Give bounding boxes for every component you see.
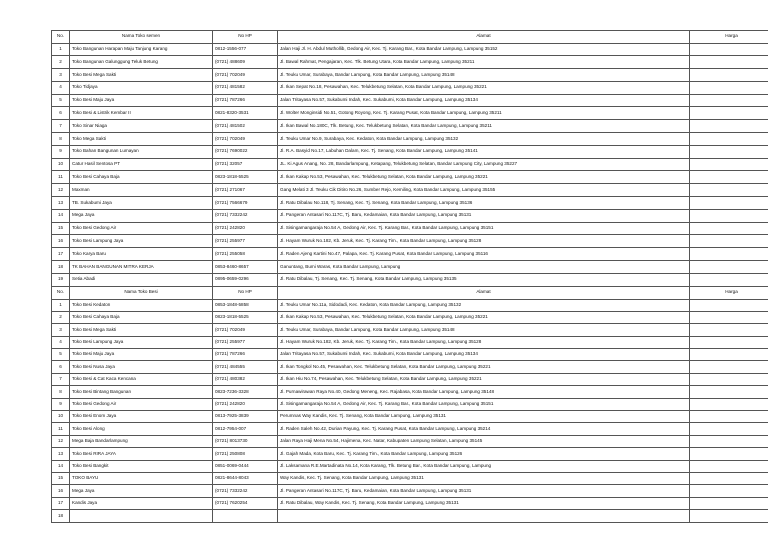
cell-price [690, 472, 768, 484]
cell-store-name: Toko Karya Baru [70, 248, 213, 261]
cell-address: Jl. Raden Ajeng Kartini No.47, Palapa, Kec. Tj. Karang Pusat, Kota Bandar Lampung, Lampung 35116 [278, 248, 690, 261]
cell-price [690, 184, 768, 197]
cell-price [690, 311, 768, 323]
cell-address: Jl. Bawal Rahmat, Pengajaran, Kec. Tlk. Betung Utara, Kota Bandar Lampung, Lampung 35211 [278, 56, 690, 69]
header-name: Nama Toko semen [70, 31, 213, 44]
cell-address: Jl. Laksamana R.E.Martadinata No.14, Kota Karang, Tlk. Betung Bar., Kota Bandar Lampung, Lampung [278, 460, 690, 472]
cell-price [690, 107, 768, 120]
table-row [52, 94, 768, 107]
table-row [52, 324, 768, 336]
cell-no: 4 [52, 81, 70, 94]
cell-store-name: Toko Bangunan Harapan Maju Tanjung Karang [70, 43, 213, 56]
table-row [52, 435, 768, 447]
cell-phone: (0721) 7690022 [213, 145, 278, 158]
iron-store-table-body [52, 287, 768, 523]
cell-store-name: Toko Besi Mega Sakti [70, 324, 213, 336]
table-row [52, 171, 768, 184]
iron-store-table [51, 286, 768, 523]
cell-address: Jl. Ratu Dibalau No.118, Tj. Senang, Kec. Tj. Senang, Kota Bandar Lampung, Lampung 35136 [278, 197, 690, 210]
cell-price [690, 120, 768, 133]
table-row [52, 235, 768, 248]
cell-price [690, 43, 768, 56]
cell-address: Jl. Ikan Bawal No.180C, Tlk. Betung, Kec. Telukbetung Selatan, Kota Bandar Lampung, Lampung 35211 [278, 120, 690, 133]
cell-phone: 0853-1848-5858 [213, 299, 278, 311]
cell-price [690, 373, 768, 385]
cell-store-name: Toko Besi Lampung Jaya [70, 336, 213, 348]
cell-no: 10 [52, 158, 70, 171]
cell-address: Jl. Ikan Sepat No.18, Pesawahan, Kec. Telukbetung Selatan, Kota Bandar Lampung, Lampung 35221 [278, 81, 690, 94]
cell-store-name: Toko Besi Enom Jaya [70, 411, 213, 423]
cell-price [690, 398, 768, 410]
cell-phone: (0721) 8013730 [213, 435, 278, 447]
cell-no: 11 [52, 171, 70, 184]
table-row [52, 158, 768, 171]
cell-no: 18 [52, 510, 70, 522]
table-row [52, 81, 768, 94]
cell-store-name: Toko Sinar Niaga [70, 120, 213, 133]
cell-no: 15 [52, 472, 70, 484]
cell-price [690, 145, 768, 158]
cell-address: Jl. Ikan Kakap No.53, Pesawahan, Kec. Telukbetung Selatan, Kota Bandar Lampung, Lampung 35221 [278, 311, 690, 323]
header-no: No. [52, 31, 70, 44]
cell-address: Jl. Sisingamangaraja No.54 A, Gedong Air, Kec. Tj. Karang Bar., Kota Bandar Lampung, Lampung 35151 [278, 222, 690, 235]
table-header-row [52, 287, 768, 300]
cell-store-name: TOKO BAYU [70, 472, 213, 484]
cell-address: Jalan Tritayasa No.57, Sukabumi Indah, Kec. Sukabumi, Kota Bandar Lampung, Lampung 35134 [278, 94, 690, 107]
header-hp: No HP [213, 31, 278, 44]
cell-no: 17 [52, 248, 70, 261]
cell-phone: 0851-0069-0444 [213, 460, 278, 472]
cell-price [690, 423, 768, 435]
table-row [52, 209, 768, 222]
header-no: No. [52, 287, 70, 300]
table-row [52, 311, 768, 323]
table-row [52, 197, 768, 210]
cell-no: 3 [52, 324, 70, 336]
cell-store-name: Toko Besi Along [70, 423, 213, 435]
cell-no: 8 [52, 133, 70, 146]
cell-phone: (0721) 787266 [213, 94, 278, 107]
cell-no: 5 [52, 94, 70, 107]
cell-price [690, 299, 768, 311]
header-name: Nama Toko Besi [70, 287, 213, 300]
cell-price [690, 69, 768, 82]
cell-phone: (0721) 488609 [213, 56, 278, 69]
cell-phone: (0721) 250808 [213, 448, 278, 460]
cell-no: 17 [52, 497, 70, 509]
cell-address: Jl. Raden Saleh No.42, Durian Payung, Kec. Tj. Karang Pusat, Kota Bandar Lampung, Lampung 35214 [278, 423, 690, 435]
cell-store-name: Mega Baja Bandarlampung [70, 435, 213, 447]
cell-store-name: Toko Bangunan Galunggung Teluk Betung [70, 56, 213, 69]
cell-address: Jl. R.A. Basyid No.17, Labuhan Dalam, Kec. Tj. Senang, Kota Bandar Lampung, Lampung 35141 [278, 145, 690, 158]
table-row [52, 299, 768, 311]
cell-phone: 0813-7925-3839 [213, 411, 278, 423]
cell-price [690, 448, 768, 460]
cell-price [690, 56, 768, 69]
cell-phone: (0721) 7620254 [213, 497, 278, 509]
table-row [52, 248, 768, 261]
cell-store-name: Toko Besi Kedaton [70, 299, 213, 311]
cell-address: Jl. Ratu Dibalau, Tj. Senang, Kec. Tj. Senang, Kota Bandar Lampung, Lampung 35135 [278, 273, 690, 286]
cell-no: 4 [52, 336, 70, 348]
cell-price [690, 349, 768, 361]
cell-phone: (0721) 255977 [213, 235, 278, 248]
cell-no: 1 [52, 43, 70, 56]
table-row [52, 107, 768, 120]
cell-address: Jalan Raya Haji Mena No.54, Hajimena, Kec. Natar, Kabupaten Lampung Selatan, Lampung 35145 [278, 435, 690, 447]
cell-no: 5 [52, 349, 70, 361]
cell-no: 7 [52, 373, 70, 385]
cell-phone: (0721) 255977 [213, 336, 278, 348]
cell-no: 9 [52, 145, 70, 158]
cell-address: Jalan Tritayasa No.57, Sukabumi Indah, Kec. Sukabumi, Kota Bandar Lampung, Lampung 35134 [278, 349, 690, 361]
cell-price [690, 197, 768, 210]
cell-price [690, 361, 768, 373]
header-address: Alamat [278, 31, 690, 44]
cell-store-name: Toko Besi Maju Jaya [70, 94, 213, 107]
cell-price [690, 485, 768, 497]
cell-address: Jl. Sisingamangaraja No.54 A, Gedong Air, Kec. Tj. Karang Bar., Kota Bandar Lampung, Lampung 35151 [278, 398, 690, 410]
cell-price [690, 81, 768, 94]
cell-address: JL. Ki Agus Anang, No. 28, Bandarlampung, Ketapang, Telukbetung Selatan, Bandar Lampung City, Lampung 35227 [278, 158, 690, 171]
cell-store-name: Mega Jaya [70, 485, 213, 497]
cell-store-name: Setia Abadi [70, 273, 213, 286]
cell-store-name: Toko Besi Cahaya Baja [70, 311, 213, 323]
cell-no: 11 [52, 423, 70, 435]
cell-phone: (0721) 255058 [213, 248, 278, 261]
table-row [52, 43, 768, 56]
cell-address: Jl. Hayam Wuruk No.182, Kb. Jeruk, Kec. Tj. Karang Tim., Kota Bandar Lampung, Lampung 35128 [278, 336, 690, 348]
table-row [52, 336, 768, 348]
table-row [52, 349, 768, 361]
cell-price [690, 158, 768, 171]
cell-phone: (0721) 702049 [213, 324, 278, 336]
table-row [52, 448, 768, 460]
cell-address: Jl. Teuku Umar, Surabaya, Bandar Lampung, Kota Bandar Lampung, Lampung 35148 [278, 69, 690, 82]
table-row [52, 485, 768, 497]
cell-store-name: Kandis Jaya [70, 497, 213, 509]
cell-price [690, 435, 768, 447]
cell-phone: (0721) 7332242 [213, 209, 278, 222]
table-row [52, 386, 768, 398]
cell-phone: (0721) 484555 [213, 361, 278, 373]
cell-phone: 0821-8320-3531 [213, 107, 278, 120]
cell-phone: 0823-1818-5525 [213, 311, 278, 323]
cell-phone: 0812-7954-007 [213, 423, 278, 435]
cell-store-name: Toko Besi Maju Jaya [70, 349, 213, 361]
cell-no: 13 [52, 448, 70, 460]
cell-price [690, 133, 768, 146]
table-row [52, 133, 768, 146]
cell-store-name: Toko Besi Mega Sakti [70, 69, 213, 82]
cell-phone: 0821-8644-8043 [213, 472, 278, 484]
cell-phone: (0721) 271067 [213, 184, 278, 197]
cell-address: Jl. Ikan Kakap No.53, Pesawahan, Kec. Telukbetung Selatan, Kota Bandar Lampung, Lampung 35221 [278, 171, 690, 184]
cell-address: Jl. Hayam Wuruk No.182, Kb. Jeruk, Kec. Tj. Karang Tim., Kota Bandar Lampung, Lampung 35128 [278, 235, 690, 248]
cell-price [690, 248, 768, 261]
cell-store-name: Toko Besi Lampung Jaya [70, 235, 213, 248]
cell-no: 16 [52, 235, 70, 248]
cell-no: 15 [52, 222, 70, 235]
cell-no: 8 [52, 386, 70, 398]
cell-store-name: Catur Hasil Sentosa PT [70, 158, 213, 171]
header-hp: No HP [213, 287, 278, 300]
cell-store-name: Toko Besi & Listrik Kembar II [70, 107, 213, 120]
cell-address: Jalan Haji Jl. H. Abdul Muthollib, Gedong Air, Kec. Tj. Karang Bar., Kota Bandar Lampung, Lampung 35152 [278, 43, 690, 56]
cell-no: 10 [52, 411, 70, 423]
cell-phone: (0721) 242820 [213, 222, 278, 235]
cell-no: 6 [52, 107, 70, 120]
cement-store-table [51, 30, 768, 287]
table-row [52, 373, 768, 385]
cell-store-name: Toko Besi Gedong Air [70, 398, 213, 410]
cell-store-name: Toko Besi Cahaya Baja [70, 171, 213, 184]
cell-price [690, 324, 768, 336]
cell-price [690, 497, 768, 509]
cell-phone: 0853-8460-8657 [213, 261, 278, 274]
header-address: Alamat [278, 287, 690, 300]
table-row [52, 361, 768, 373]
cell-no: 6 [52, 361, 70, 373]
cell-price [690, 273, 768, 286]
cell-no: 13 [52, 197, 70, 210]
cell-address: Jl. Gajah Mada, Kota Baru, Kec. Tj. Karang Tim., Kota Bandar Lampung, Lampung 35126 [278, 448, 690, 460]
cell-address: Jl. Ikan Tongkol No.45, Pesawahan, Kec. Telukbetung Selatan, Kota Bandar Lampung, Lampung 35221 [278, 361, 690, 373]
cell-store-name: Toko Besi & Cat Kaca Kencana [70, 373, 213, 385]
cell-store-name: Toko Besi Nusa Jaya [70, 361, 213, 373]
table-row [52, 56, 768, 69]
table-row [52, 398, 768, 410]
cell-address: Jl. Pangeran Antasari No.117C, Tj. Baru, Kedamaian, Kota Bandar Lampung, Lampung 35131 [278, 209, 690, 222]
cell-address: Perumnas Way Kandis, Kec. Tj. Senang, Kota Bandar Lampung, Lampung 35131 [278, 411, 690, 423]
cell-price [690, 336, 768, 348]
cell-price [690, 171, 768, 184]
table-row [52, 184, 768, 197]
header-price: Harga [690, 31, 768, 44]
cell-phone: (0721) 702049 [213, 133, 278, 146]
cell-no: 2 [52, 311, 70, 323]
cell-phone: 0895-0659-0296 [213, 273, 278, 286]
cell-price [690, 261, 768, 274]
table-row [52, 411, 768, 423]
cell-store-name: Toko Mega Sakti [70, 133, 213, 146]
cell-phone: (0721) 480382 [213, 373, 278, 385]
cell-phone: (0721) 242820 [213, 398, 278, 410]
cell-address: Ganuntang, Bumi Waras, Kota Bandar Lampung, Lampung [278, 261, 690, 274]
cell-phone [213, 510, 278, 522]
cell-address [278, 510, 690, 522]
table-row [52, 472, 768, 484]
cell-phone: (0721) 32057 [213, 158, 278, 171]
cell-no: 12 [52, 435, 70, 447]
cell-phone: (0721) 702049 [213, 69, 278, 82]
cell-address: Jl. Ratu Dibalau, Way Kandis, Kec. Tj. Senang, Kota Bandar Lampung, Lampung 35131 [278, 497, 690, 509]
table-row [52, 460, 768, 472]
table-row [52, 69, 768, 82]
table-row [52, 145, 768, 158]
cell-store-name: Toko Besi Bintang Bangunan [70, 386, 213, 398]
cell-address: Way Kandis, Kec. Tj. Senang, Kota Bandar Lampung, Lampung 35131 [278, 472, 690, 484]
cell-store-name: Toko Besi RIRA JAYA [70, 448, 213, 460]
cell-store-name: Maxman [70, 184, 213, 197]
cell-no: 1 [52, 299, 70, 311]
cell-no: 2 [52, 56, 70, 69]
cell-address: Jl. Purnawirawan Raya No.40, Gedong Meneng, Kec. Rajabasa, Kota Bandar Lampung, Lampung 35148 [278, 386, 690, 398]
cell-address: Jl. Pangeran Antasari No.117C, Tj. Baru, Kedamaian, Kota Bandar Lampung, Lampung 35131 [278, 485, 690, 497]
cell-price [690, 510, 768, 522]
cell-address: Jl. Teuku Umar No.11a, Sidodadi, Kec. Kedaton, Kota Bandar Lampung, Lampung 35132 [278, 299, 690, 311]
cell-address: Jl. Teuku Umar, Surabaya, Bandar Lampung, Kota Bandar Lampung, Lampung 35148 [278, 324, 690, 336]
cell-phone: 0823-1818-5525 [213, 171, 278, 184]
table-row [52, 497, 768, 509]
cell-store-name [70, 510, 213, 522]
cell-no: 14 [52, 209, 70, 222]
cell-store-name: TK BAHAN BANGUNAN MITRA KERJA [70, 261, 213, 274]
cell-address: Gang Melati 3 Jl. Teuku Cik Ditiro No.26, Sumber Rejo, Kemiling, Kota Bandar Lampung, Lampung 35155 [278, 184, 690, 197]
cell-store-name: Mega Jaya [70, 209, 213, 222]
cell-price [690, 235, 768, 248]
cell-no: 7 [52, 120, 70, 133]
cell-no: 19 [52, 273, 70, 286]
cell-store-name: TB. Sukabumi Jaya [70, 197, 213, 210]
cell-store-name: Toko Bahan Bangunan Lumayan [70, 145, 213, 158]
table-row [52, 222, 768, 235]
cell-no: 14 [52, 460, 70, 472]
cell-price [690, 460, 768, 472]
cell-address: Jl. Wolter Monginsidi No.51, Gotong Royong, Kec. Tj. Karang Pusat, Kota Bandar Lampung, Lampung 35211 [278, 107, 690, 120]
cell-store-name: Toko Tidjaya [70, 81, 213, 94]
cell-no: 12 [52, 184, 70, 197]
cell-store-name: Toko Besi Gedong Air [70, 222, 213, 235]
table-row [52, 510, 768, 522]
cell-price [690, 411, 768, 423]
cell-phone: 0823-7236-3328 [213, 386, 278, 398]
cell-price [690, 386, 768, 398]
cell-no: 16 [52, 485, 70, 497]
table-row [52, 273, 768, 286]
cell-phone: 0812-1556-077 [213, 43, 278, 56]
cell-phone: (0721) 7566679 [213, 197, 278, 210]
cell-price [690, 209, 768, 222]
cell-phone: (0721) 787266 [213, 349, 278, 361]
table-row [52, 261, 768, 274]
cell-address: Jl. Teuku Umar No.9, Surabaya, Kec. Kedaton, Kota Bandar Lampung, Lampung 35132 [278, 133, 690, 146]
cell-price [690, 94, 768, 107]
table-row [52, 120, 768, 133]
cell-phone: (0721) 7332242 [213, 485, 278, 497]
table-row [52, 423, 768, 435]
cell-no: 9 [52, 398, 70, 410]
cell-store-name: Toko Besi Bangkit [70, 460, 213, 472]
cell-phone: (0721) 481582 [213, 81, 278, 94]
cell-no: 3 [52, 69, 70, 82]
table-header-row [52, 31, 768, 44]
cell-price [690, 222, 768, 235]
cell-phone: (0721) 481502 [213, 120, 278, 133]
cell-address: Jl. Ikan Hiu No.74, Pesawahan, Kec. Telukbetung Selatan, Kota Bandar Lampung, Lampung 35221 [278, 373, 690, 385]
cell-no: 18 [52, 261, 70, 274]
cement-store-table-body [52, 31, 768, 287]
header-price: Harga [690, 287, 768, 300]
